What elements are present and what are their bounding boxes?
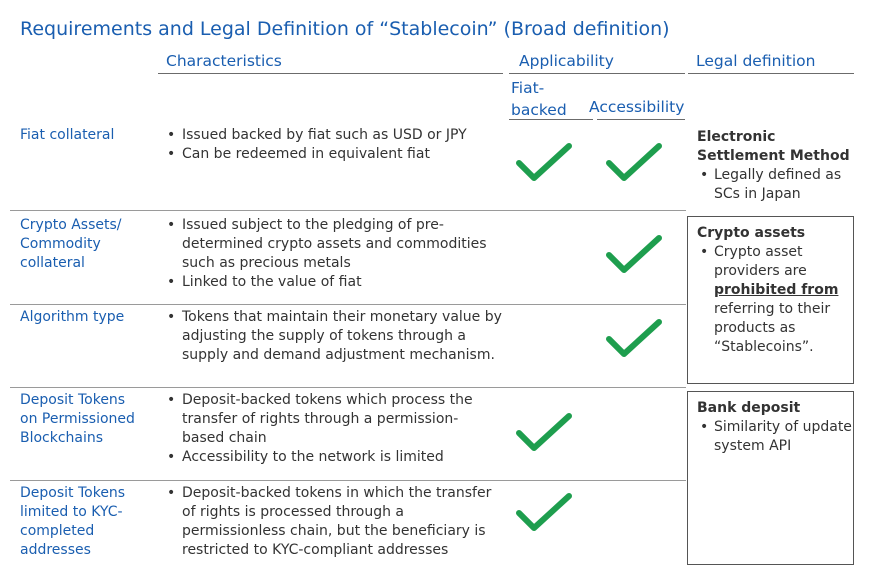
header-fiat-backed-line1: Fiat- xyxy=(511,79,545,97)
page-title: Requirements and Legal Definition of “Stablecoin” (Broad definition) xyxy=(20,18,670,40)
header-accessibility: Accessibility xyxy=(589,98,685,116)
check-icon-crypto-commodity-accessibility xyxy=(605,234,663,276)
row-bullets-deposit-permissioned xyxy=(164,391,494,467)
bullet-item: • Similarity of update system API xyxy=(697,418,852,456)
legal-bank-deposit-box xyxy=(687,391,854,565)
legal-crypto-text-before: Crypto asset providers are xyxy=(714,244,807,279)
row-label-deposit-permissioned: Deposit Tokens on Permissioned Blockchains xyxy=(20,392,135,446)
check-icon-deposit-kyc-fiat-backed xyxy=(515,492,573,534)
legal-crypto-text-after: referring to their products as “Stablecoins”. xyxy=(714,301,831,355)
legal-crypto-title: Crypto assets xyxy=(697,225,806,241)
row-bullets-crypto-commodity xyxy=(164,216,499,292)
bullet-item: • Legally defined as SCs in Japan xyxy=(697,166,857,204)
legal-electronic-bullets xyxy=(697,166,857,204)
bullet-item: • Deposit-backed tokens in which the transfer of rights is processed through a permissionless chain, but the beneficiary is restricted to KYC-compliant addresses xyxy=(164,484,504,560)
row-bullets-algorithm-type xyxy=(164,308,509,365)
header-rule-accessibility xyxy=(597,119,685,120)
row-separator xyxy=(10,210,686,211)
check-icon-fiat-collateral-fiat-backed xyxy=(515,142,573,184)
bullet-item: • Tokens that maintain their monetary value by adjusting the supply of tokens through a supply and demand adjustment mechanism. xyxy=(164,308,509,365)
header-applicability: Applicability xyxy=(519,52,614,70)
legal-bank-title: Bank deposit xyxy=(697,400,801,416)
bullet-item: • Issued backed by fiat such as USD or JPY xyxy=(164,126,499,145)
bullet-item: • Issued subject to the pledging of pre-determined crypto assets and commodities such as precious metals xyxy=(164,216,499,273)
bullet-item: • Accessibility to the network is limited xyxy=(164,448,494,467)
legal-crypto-emphasis: prohibited from xyxy=(714,282,839,298)
check-icon-deposit-permissioned-fiat-backed xyxy=(515,412,573,454)
row-separator xyxy=(10,304,686,305)
legal-bank-bullets xyxy=(697,418,852,456)
legal-crypto-assets-box xyxy=(687,216,854,384)
header-rule-legal xyxy=(688,73,854,74)
row-bullets-deposit-kyc xyxy=(164,484,504,560)
row-label-algorithm-type: Algorithm type xyxy=(20,309,125,325)
legal-bank-deposit xyxy=(697,399,852,456)
row-separator xyxy=(10,480,686,481)
legal-electronic-title: Electronic Settlement Method xyxy=(697,129,850,164)
header-characteristics: Characteristics xyxy=(166,52,282,70)
bullet-item xyxy=(697,243,849,357)
header-fiat-backed-line2: backed xyxy=(511,101,567,119)
bullet-item: • Deposit-backed tokens which process the transfer of rights through a permission-based chain xyxy=(164,391,494,448)
header-legal-definition: Legal definition xyxy=(696,52,816,70)
header-rule-applicability xyxy=(509,73,685,74)
header-fiat-backed xyxy=(511,77,567,121)
row-label-crypto-commodity: Crypto Assets/ Commodity collateral xyxy=(20,217,122,271)
row-bullets-fiat-collateral xyxy=(164,126,499,164)
check-icon-algorithm-accessibility xyxy=(605,318,663,360)
row-label-deposit-kyc: Deposit Tokens limited to KYC-completed addresses xyxy=(20,485,126,558)
header-rule-fiat-backed xyxy=(509,119,593,120)
legal-crypto-bullets xyxy=(697,243,849,357)
bullet-item: • Linked to the value of fiat xyxy=(164,273,499,292)
legal-electronic-settlement xyxy=(697,128,857,204)
bullet-item: • Can be redeemed in equivalent fiat xyxy=(164,145,499,164)
check-icon-fiat-collateral-accessibility xyxy=(605,142,663,184)
legal-crypto-assets xyxy=(697,224,849,357)
header-rule-characteristics xyxy=(158,73,503,74)
row-label-fiat-collateral: Fiat collateral xyxy=(20,127,115,143)
row-separator xyxy=(10,387,686,388)
